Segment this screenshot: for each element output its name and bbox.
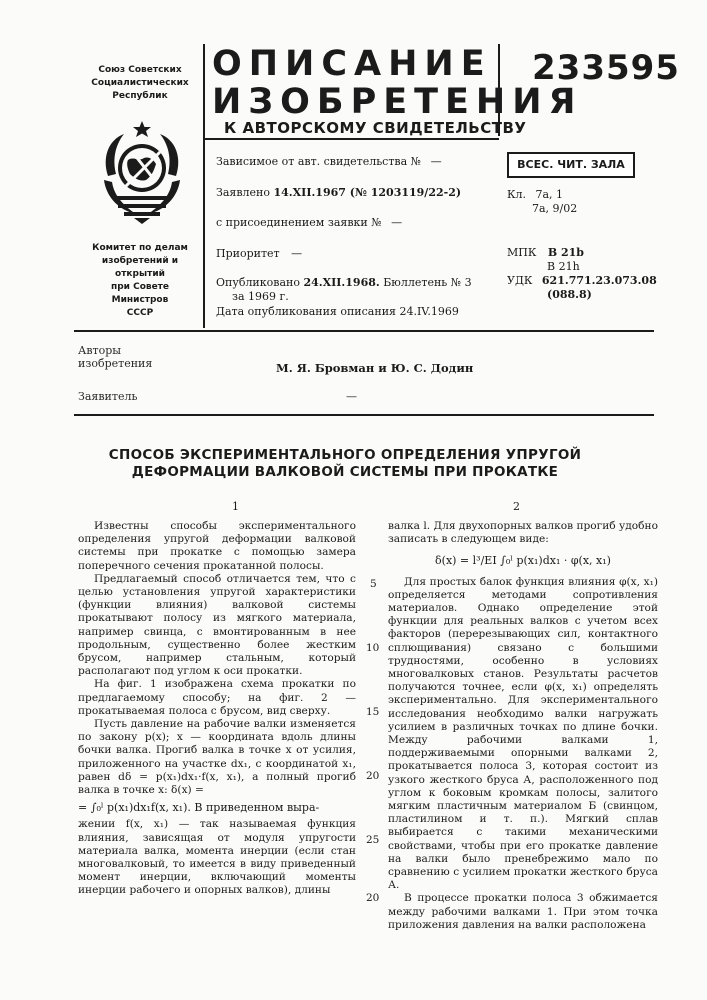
kl-value-1: 7а, 1 xyxy=(535,188,564,201)
pubdate-label: Дата опубликования описания xyxy=(216,305,396,318)
addition-value: — xyxy=(391,216,403,229)
dependent-cert xyxy=(216,155,442,169)
authors-label-line-2: изобретения xyxy=(78,357,153,370)
dependent-value: — xyxy=(430,155,442,168)
filed-value: 14.XII.1967 (№ 1203119/22-2) xyxy=(273,186,462,199)
issuing-state xyxy=(88,64,192,103)
column-number-2: 2 xyxy=(513,500,520,513)
committee-line-2: изобретений и открытий xyxy=(101,256,179,279)
udk-label: УДК xyxy=(507,274,533,287)
committee-line-4: СССР xyxy=(126,308,154,318)
udk-value-2: (088.8) xyxy=(547,288,592,301)
col2-paragraph-3: В процессе прокатки полоса 3 обжимается между рабочими валками 1. При этом точка приложения давления на валки расположена xyxy=(388,892,658,931)
kl-label: Кл. xyxy=(507,188,526,201)
col1-integral-formula: = ∫₀ˡ p(x₁)dx₁f(x, x₁). В приведенном выра- xyxy=(78,801,320,815)
filed-label: Заявлено xyxy=(216,186,270,199)
col1-paragraph-5: жении f(x, x₁) — так называемая функция влияния, зависящая от модуля упругости материала валка, момента инерции (если стан многовалковый, то имеется в виду приведенный момент инерции, включающий моменты инерции рабочего и опорных валков), длины xyxy=(78,818,356,897)
priority-label: Приоритет xyxy=(216,247,280,260)
applicant-value: — xyxy=(346,390,357,403)
authors-label-line-1: Авторы xyxy=(78,344,122,357)
committee-line-3: при Совете Министров xyxy=(110,282,169,305)
stamp-text: ВСЕС. ЧИТ. ЗАЛА xyxy=(517,158,625,171)
doc-subtitle: К АВТОРСКОМУ СВИДЕТЕЛЬСТВУ xyxy=(224,119,527,137)
text-column-1 xyxy=(78,520,356,898)
header-rule-left xyxy=(203,44,205,328)
udk-value-1: 621.771.23.073.08 xyxy=(541,274,657,287)
invention-title-line-2: ДЕФОРМАЦИИ ВАЛКОВОЙ СИСТЕМЫ ПРИ ПРОКАТКЕ xyxy=(131,464,559,480)
line-number-15: 15 xyxy=(366,706,380,718)
state-line-1: Союз Советских xyxy=(98,65,182,75)
library-stamp xyxy=(507,152,635,178)
authors-rule-bottom xyxy=(74,414,654,416)
authors-rule-top xyxy=(74,330,654,332)
state-line-2: Социалистических xyxy=(91,78,189,88)
priority xyxy=(216,247,302,261)
published-label: Опубликовано xyxy=(216,276,300,289)
line-number-30: 20 xyxy=(366,892,380,904)
patent-number: 233595 xyxy=(532,48,680,88)
committee-line-1: Комитет по делам xyxy=(92,243,188,253)
line-number-5: 5 xyxy=(370,578,377,590)
column-number-1: 1 xyxy=(232,500,239,513)
line-number-10: 10 xyxy=(366,642,380,654)
col1-paragraph-4: Пусть давление на рабочие валки изменяется по закону p(x); x — координата вдоль длины бочки валка. Прогиб валка в точке x от усилия, приложенного на участке dx₁, с координатой x₁, равен dδ = p(x₁)dx₁·f(x, x₁), а полный прогиб валка в точке x: δ(x) = xyxy=(78,718,356,797)
doc-title-line-1: ОПИСАНИЕ xyxy=(212,44,492,84)
mpk-value-1: В 21b xyxy=(547,246,585,259)
state-line-3: Республик xyxy=(112,91,168,101)
pubdate-value: 24.IV.1969 xyxy=(399,305,459,318)
col1-paragraph-2: Предлагаемый способ отличается тем, что с целью установления упругой характеристики (функции влияния) валковой системы прокатывают полосу из мягкого материала, например свинца, с вмонтированным в нее продольным, существенно более жестким брусом, например стальным, который располагают под углом к оси прокатки. xyxy=(78,572,356,678)
published xyxy=(216,276,472,290)
bulletin-text: Бюллетень № 3 xyxy=(383,276,472,289)
mpk-label: МПК xyxy=(507,246,537,259)
invention-title xyxy=(60,447,630,481)
state-emblem-icon xyxy=(94,118,190,224)
filed-date xyxy=(216,186,461,200)
kl-value-2: 7а, 9/02 xyxy=(532,202,578,215)
doc-title-line-2: ИЗОБРЕТЕНИЯ xyxy=(212,82,583,122)
class-mpk xyxy=(507,246,584,260)
col2-deflection-formula: δ(x) = l³/EI ∫₀ˡ p(x₁)dx₁ · φ(x, x₁) xyxy=(435,554,611,568)
priority-value: — xyxy=(291,247,303,260)
col2-paragraph-2: Для простых балок функция влияния φ(x, x₁) определяется методами сопротивления материалов. Однако определение этой функции для реальных валков с учетом всех факторов (перерезывающих сил, контактного сплющивания) связано с большими трудностями, особенно в условиях многовалковых станов. Результаты расчетов получаются точнее, если φ(x, x₁) определять экспериментально. Для экспериментального исследования необходимо валки нагружать усилием в различных точках по длине бочки. Между рабочими валками 1, поддерживаемыми опорными валками 2, прокатывается полоса 3, которая состоит из узкого жесткого бруса А, расположенного под углом к боковым кромкам полосы, залитого мягким пластичным материалом Б (свинцом, пластилином и т. п.). Мягкий сплав выбирается с такими механическими свойствами, чтобы при его прокатке давление на валки было пренебрежимо мало по сравнению с усилием прокатки жесткого бруса А. xyxy=(388,575,658,892)
mpk-value-2: В 21h xyxy=(547,260,580,273)
applicant-label: Заявитель xyxy=(78,390,138,403)
col1-paragraph-3: На фиг. 1 изображена схема прокатки по предлагаемому способу; на фиг. 2 — прокатываемая полоса с брусом, вид сверху. xyxy=(78,678,356,717)
authors-names: М. Я. Бровман и Ю. С. Додин xyxy=(276,361,474,375)
authors-label xyxy=(78,344,152,370)
bulletin-year: за 1969 г. xyxy=(232,290,289,303)
addition-label: с присоединением заявки № xyxy=(216,216,382,229)
line-number-25: 25 xyxy=(366,834,380,846)
col2-paragraph-1: валка l. Для двухопорных валков прогиб удобно записать в следующем виде: xyxy=(388,520,658,546)
text-column-2 xyxy=(388,520,658,932)
col1-paragraph-1: Известны способы экспериментального определения упругой деформации валковой системы при прокатке с помощью замера поперечного сечения прокатанной полосы. xyxy=(78,520,356,572)
committee-name xyxy=(88,242,192,320)
publication-date xyxy=(216,305,459,319)
dependent-label: Зависимое от авт. свидетельства № xyxy=(216,155,422,168)
addition-application xyxy=(216,216,402,230)
class-kl xyxy=(507,188,563,202)
published-value: 24.XII.1968. xyxy=(303,276,380,289)
class-udk xyxy=(507,274,657,288)
line-number-20: 20 xyxy=(366,770,380,782)
invention-title-line-1: СПОСОБ ЭКСПЕРИМЕНТАЛЬНОГО ОПРЕДЕЛЕНИЯ УПРУГОЙ xyxy=(108,447,582,463)
title-rule xyxy=(204,138,499,140)
